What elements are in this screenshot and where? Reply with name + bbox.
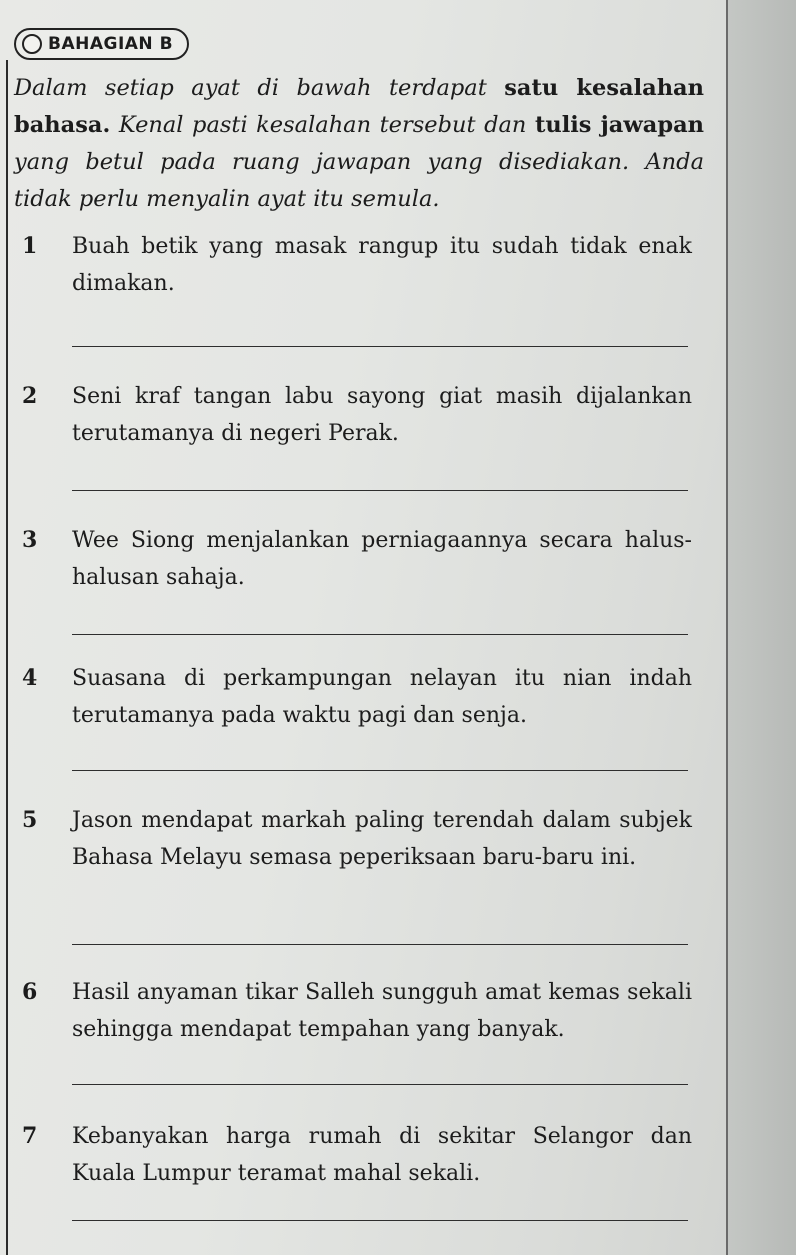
question-text: Suasana di perkampungan nelayan itu nian indah terutamanya pada waktu pagi dan senja. bbox=[72, 666, 692, 728]
instruction-emphasis: tulis jawapan bbox=[534, 112, 705, 138]
page-edge-shadow bbox=[728, 0, 796, 1255]
question-number: 7 bbox=[22, 1123, 38, 1149]
section-badge bbox=[14, 28, 189, 60]
right-margin-rule bbox=[726, 0, 728, 1255]
answer-line-5[interactable] bbox=[72, 944, 688, 945]
circle-icon bbox=[22, 34, 42, 54]
question-number: 4 bbox=[22, 665, 38, 691]
question-text: Hasil anyaman tikar Salleh sungguh amat kemas sekali sehingga mendapat tempahan yang banyak. bbox=[72, 980, 692, 1042]
section-title: BAHAGIAN B bbox=[48, 34, 174, 54]
answer-line-7[interactable] bbox=[72, 1220, 688, 1221]
answer-line-2[interactable] bbox=[72, 490, 688, 491]
instruction-emphasis: satu kesalahan bahasa. bbox=[14, 75, 704, 138]
instructions bbox=[14, 70, 704, 218]
answer-line-6[interactable] bbox=[72, 1084, 688, 1085]
question-text: Wee Siong menjalankan perniagaannya secara halus-halusan sahaja. bbox=[72, 528, 692, 590]
answer-line-3[interactable] bbox=[72, 634, 688, 635]
answer-line-4[interactable] bbox=[72, 770, 688, 771]
question-number: 3 bbox=[22, 527, 38, 553]
question-text: Kebanyakan harga rumah di sekitar Selangor dan Kuala Lumpur teramat mahal sekali. bbox=[72, 1124, 692, 1186]
question-text: Buah betik yang masak rangup itu sudah tidak enak dimakan. bbox=[72, 234, 692, 296]
instruction-text: Dalam setiap ayat di bawah terdapat bbox=[14, 75, 487, 101]
instruction-text: yang betul pada ruang jawapan yang disediakan. Anda tidak perlu menyalin ayat itu semula. bbox=[14, 149, 704, 212]
question-text: Seni kraf tangan labu sayong giat masih dijalankan terutamanya di negeri Perak. bbox=[72, 384, 692, 446]
answer-line-1[interactable] bbox=[72, 346, 688, 347]
left-margin-rule bbox=[6, 60, 8, 1255]
question-text: Jason mendapat markah paling terendah dalam subjek Bahasa Melayu semasa peperiksaan baru-baru ini. bbox=[72, 808, 692, 870]
question-number: 6 bbox=[22, 979, 38, 1005]
question-number: 2 bbox=[22, 383, 38, 409]
question-number: 1 bbox=[22, 233, 38, 259]
instruction-text: Kenal pasti kesalahan tersebut dan bbox=[118, 112, 527, 138]
question-number: 5 bbox=[22, 807, 38, 833]
